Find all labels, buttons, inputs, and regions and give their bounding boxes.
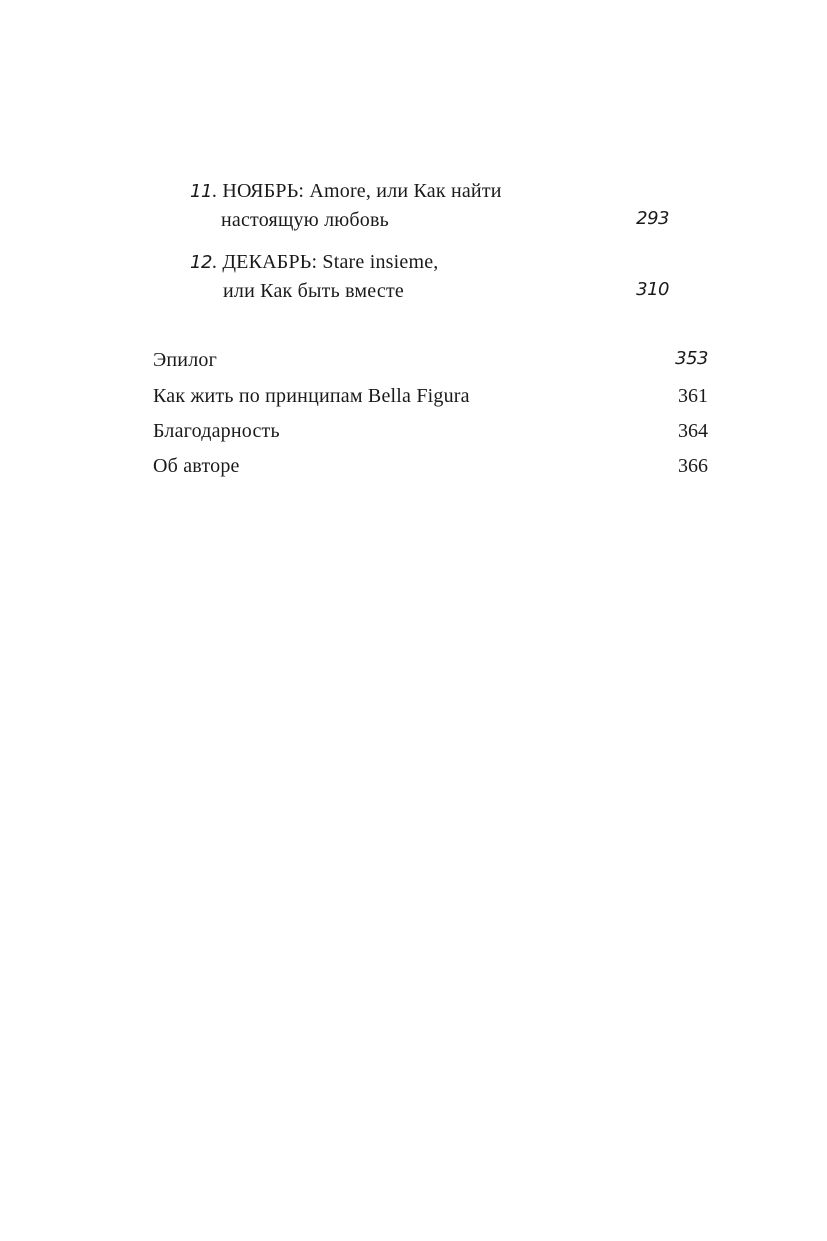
chapter-number-dot: .	[211, 180, 223, 202]
chapter-page-number: 293	[636, 208, 669, 229]
section-title-acknowledgements: Благодарность	[153, 420, 280, 442]
chapter-title-line2: или Как быть вместе	[223, 280, 404, 302]
section-title-about-author: Об авторе	[153, 455, 240, 477]
chapter-number: 12	[190, 252, 212, 273]
section-title-principles: Как жить по принципам Bella Figura	[153, 385, 470, 407]
section-page-number: 364	[678, 420, 708, 442]
chapter-entry-title-line1	[190, 179, 502, 204]
section-page-number: 361	[678, 385, 708, 407]
chapter-number: 11	[190, 181, 212, 202]
chapter-title-line1: ДЕКАБРЬ: Stare insieme,	[222, 251, 439, 273]
section-title-epilogue: Эпилог	[153, 349, 217, 371]
section-page-number: 353	[675, 348, 708, 369]
chapter-title-line1: НОЯБРЬ: Amore, или Как найти	[222, 180, 502, 202]
chapter-title-line2: настоящую любовь	[221, 209, 389, 231]
chapter-entry-title-line1	[190, 250, 439, 275]
chapter-page-number: 310	[636, 279, 669, 300]
chapter-number-dot: .	[211, 251, 223, 273]
section-page-number: 366	[678, 455, 708, 477]
